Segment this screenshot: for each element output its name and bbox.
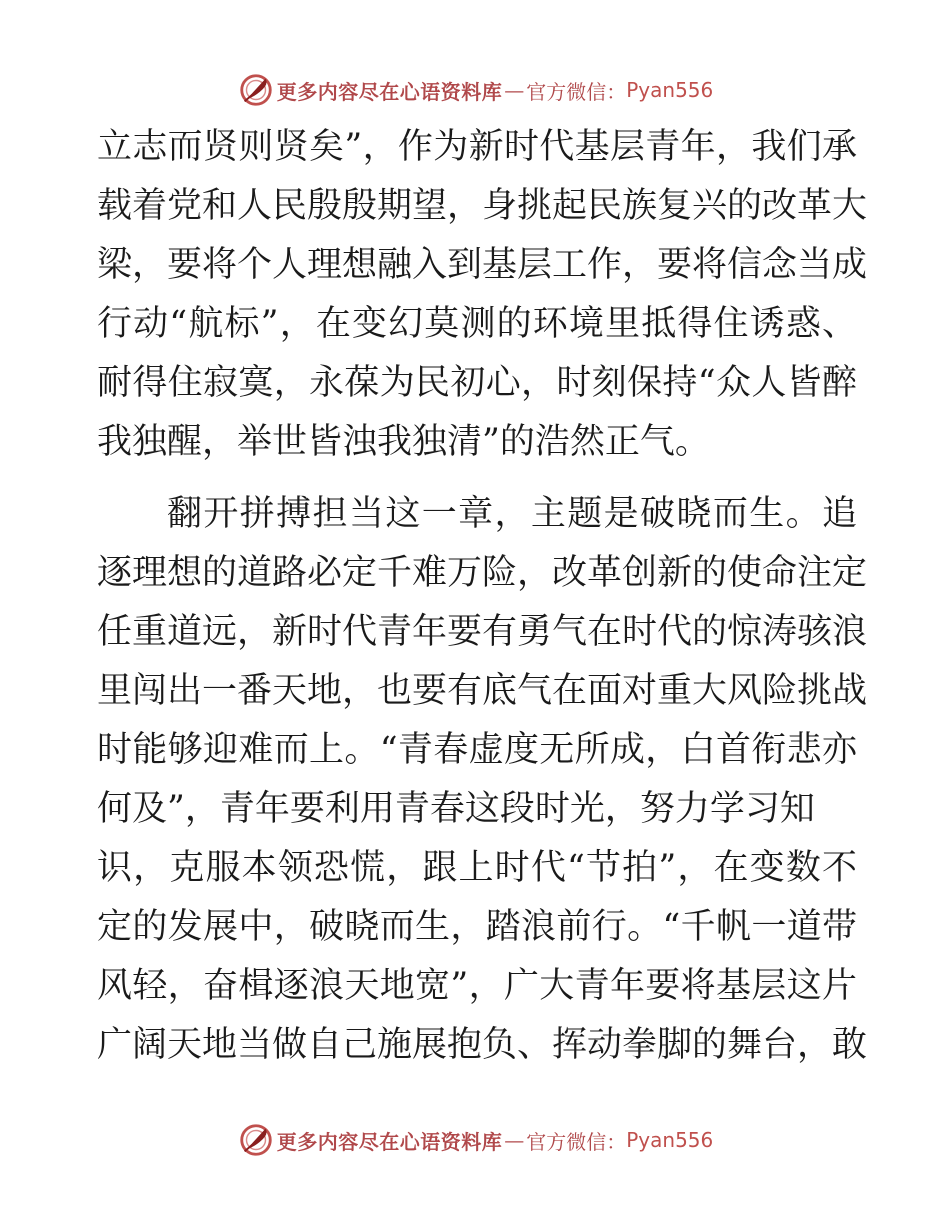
header-brand: 更多内容尽在心语资料库 xyxy=(276,79,503,104)
text-line: 逐理想的道路必定千难万险，改革创新的使命注定 xyxy=(97,553,868,593)
text-line: 时能够迎难而上。“青春虚度无所成，白首衔悲亦 xyxy=(97,730,857,770)
text-line: 行动“航标”，在变幻莫测的环境里抵得住诱惑、 xyxy=(97,304,857,344)
footer-wechat-label: 官方微信： xyxy=(526,1129,627,1154)
text-line: 载着党和人民殷殷期望，身挑起民族复兴的改革大 xyxy=(97,186,868,226)
paragraph-2 xyxy=(97,485,868,1075)
text-line: 翻开拼搏担当这一章，主题是破晓而生。追 xyxy=(167,494,857,534)
text-line: 立志而贤则贤矣”，作为新时代基层青年，我们承 xyxy=(97,127,857,167)
feather-pen-logo-icon xyxy=(237,71,275,109)
header-banner xyxy=(0,70,950,110)
text-line: 定的发展中，破晓而生，踏浪前行。“千帆一道带 xyxy=(97,907,857,947)
text-line: 广阔天地当做自己施展抱负、挥动拳脚的舞台，敢 xyxy=(97,1025,868,1065)
header-wechat-label: 官方微信： xyxy=(526,79,627,104)
footer-banner xyxy=(0,1120,950,1160)
text-line: 任重道远，新时代青年要有勇气在时代的惊涛骇浪 xyxy=(97,612,868,652)
paragraph-1 xyxy=(97,118,868,472)
text-line: 何及”，青年要利用青春这段时光，努力学习知 xyxy=(97,789,815,829)
text-line: 风轻，奋楫逐浪天地宽”，广大青年要将基层这片 xyxy=(97,966,857,1006)
text-line: 我独醒，举世皆浊我独清”的浩然正气。 xyxy=(97,422,710,462)
feather-pen-logo-icon xyxy=(237,1121,275,1159)
header-separator: — xyxy=(504,78,525,102)
footer-brand: 更多内容尽在心语资料库 xyxy=(276,1129,503,1154)
body-text xyxy=(97,118,868,1075)
footer-separator: — xyxy=(504,1128,525,1152)
text-line: 里闯出一番天地，也要有底气在面对重大风险挑战 xyxy=(97,671,868,711)
text-line: 耐得住寂寞，永葆为民初心，时刻保持“众人皆醉 xyxy=(97,363,857,403)
header-wechat-id: Pyan556 xyxy=(626,78,714,102)
text-line: 识，克服本领恐慌，跟上时代“节拍”，在变数不 xyxy=(97,848,857,888)
footer-wechat-id: Pyan556 xyxy=(626,1128,714,1152)
text-line: 梁，要将个人理想融入到基层工作，要将信念当成 xyxy=(97,245,868,285)
